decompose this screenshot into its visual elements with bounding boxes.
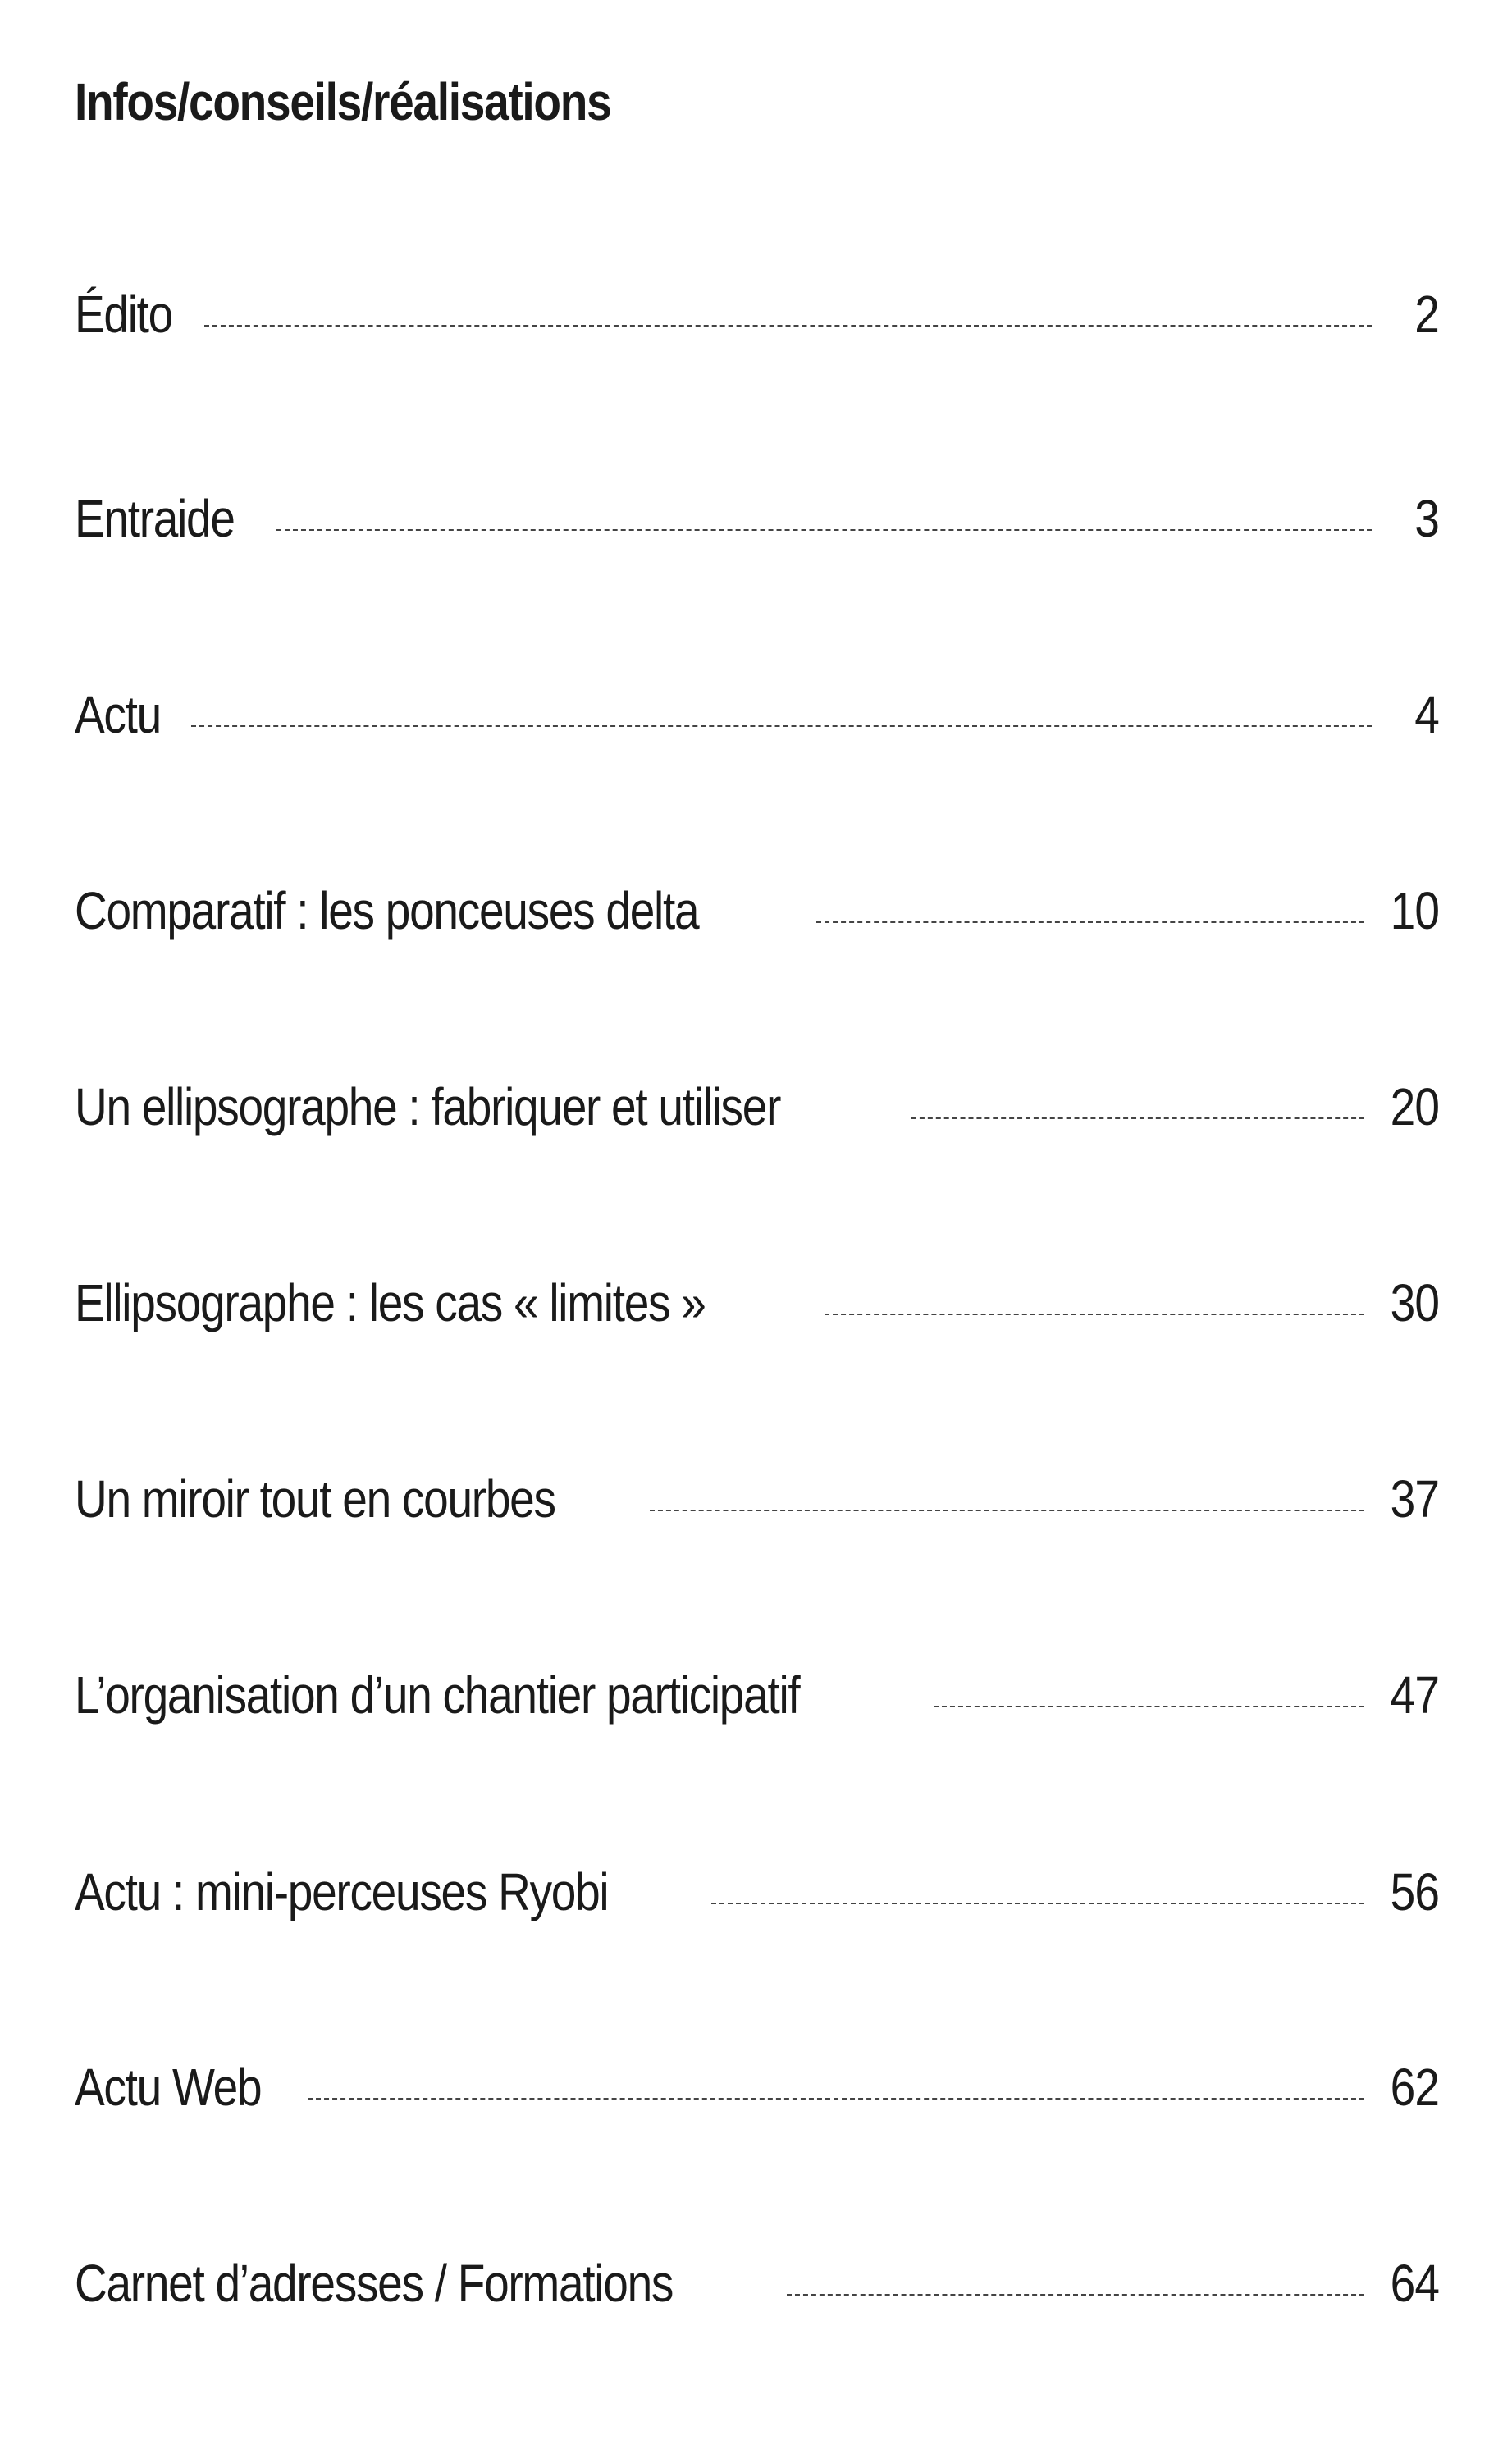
- toc-entry-page: 56: [1390, 1862, 1439, 1921]
- dot-leader: [825, 1314, 1364, 1315]
- toc-entry-title: Carnet d’adresses / Formations: [75, 2254, 674, 2313]
- dot-leader: [276, 529, 1372, 531]
- toc-entry-title: L’organisation d’un chantier participatif: [75, 1666, 800, 1725]
- toc-entry[interactable]: [75, 1662, 1439, 1728]
- toc-entry-title: Un miroir tout en courbes: [75, 1469, 555, 1528]
- toc-entry-page: 3: [1414, 489, 1439, 548]
- toc-entry-page: 10: [1390, 881, 1439, 940]
- toc-entry-page: 4: [1414, 685, 1439, 744]
- toc-entry[interactable]: [75, 1859, 1439, 1925]
- dot-leader: [650, 1510, 1364, 1511]
- toc-entry[interactable]: [75, 1270, 1439, 1336]
- toc-entry-page: 30: [1390, 1273, 1439, 1332]
- toc-entry-page: 2: [1414, 285, 1439, 344]
- toc-entry-title: Comparatif : les ponceuses delta: [75, 881, 699, 940]
- toc-entry[interactable]: [75, 1074, 1439, 1140]
- toc-entry-title: Édito: [75, 285, 173, 344]
- dot-leader: [911, 1117, 1364, 1119]
- toc-entry-page: 47: [1390, 1666, 1439, 1725]
- toc-entry-title: Un ellipsographe : fabriquer et utiliser: [75, 1077, 781, 1136]
- toc-entry[interactable]: [75, 2054, 1439, 2120]
- dot-leader: [191, 725, 1372, 727]
- toc-entry-title: Actu: [75, 685, 161, 744]
- toc-entry[interactable]: [75, 682, 1439, 747]
- toc-entry-page: 20: [1390, 1077, 1439, 1136]
- dot-leader: [934, 1706, 1364, 1707]
- toc-entry-page: 64: [1390, 2254, 1439, 2313]
- section-heading: Infos/conseils/réalisations: [75, 72, 611, 131]
- toc-entry-title: Actu Web: [75, 2058, 262, 2117]
- toc-entry-page: 62: [1390, 2058, 1439, 2117]
- dot-leader: [787, 2294, 1364, 2296]
- toc-entry-page: 37: [1390, 1469, 1439, 1528]
- toc-entry-title: Actu : mini-perceuses Ryobi: [75, 1862, 609, 1921]
- dot-leader: [308, 2098, 1364, 2100]
- toc-entry[interactable]: [75, 486, 1439, 551]
- dot-leader: [204, 325, 1372, 327]
- toc-entry-title: Ellipsographe : les cas « limites »: [75, 1273, 706, 1332]
- toc-entry[interactable]: [75, 2250, 1439, 2316]
- toc-entry[interactable]: [75, 878, 1439, 944]
- dot-leader: [816, 921, 1364, 923]
- toc-entry-title: Entraide: [75, 489, 235, 548]
- dot-leader: [711, 1903, 1364, 1904]
- toc-entry[interactable]: [75, 1466, 1439, 1532]
- toc-entry[interactable]: [75, 281, 1439, 347]
